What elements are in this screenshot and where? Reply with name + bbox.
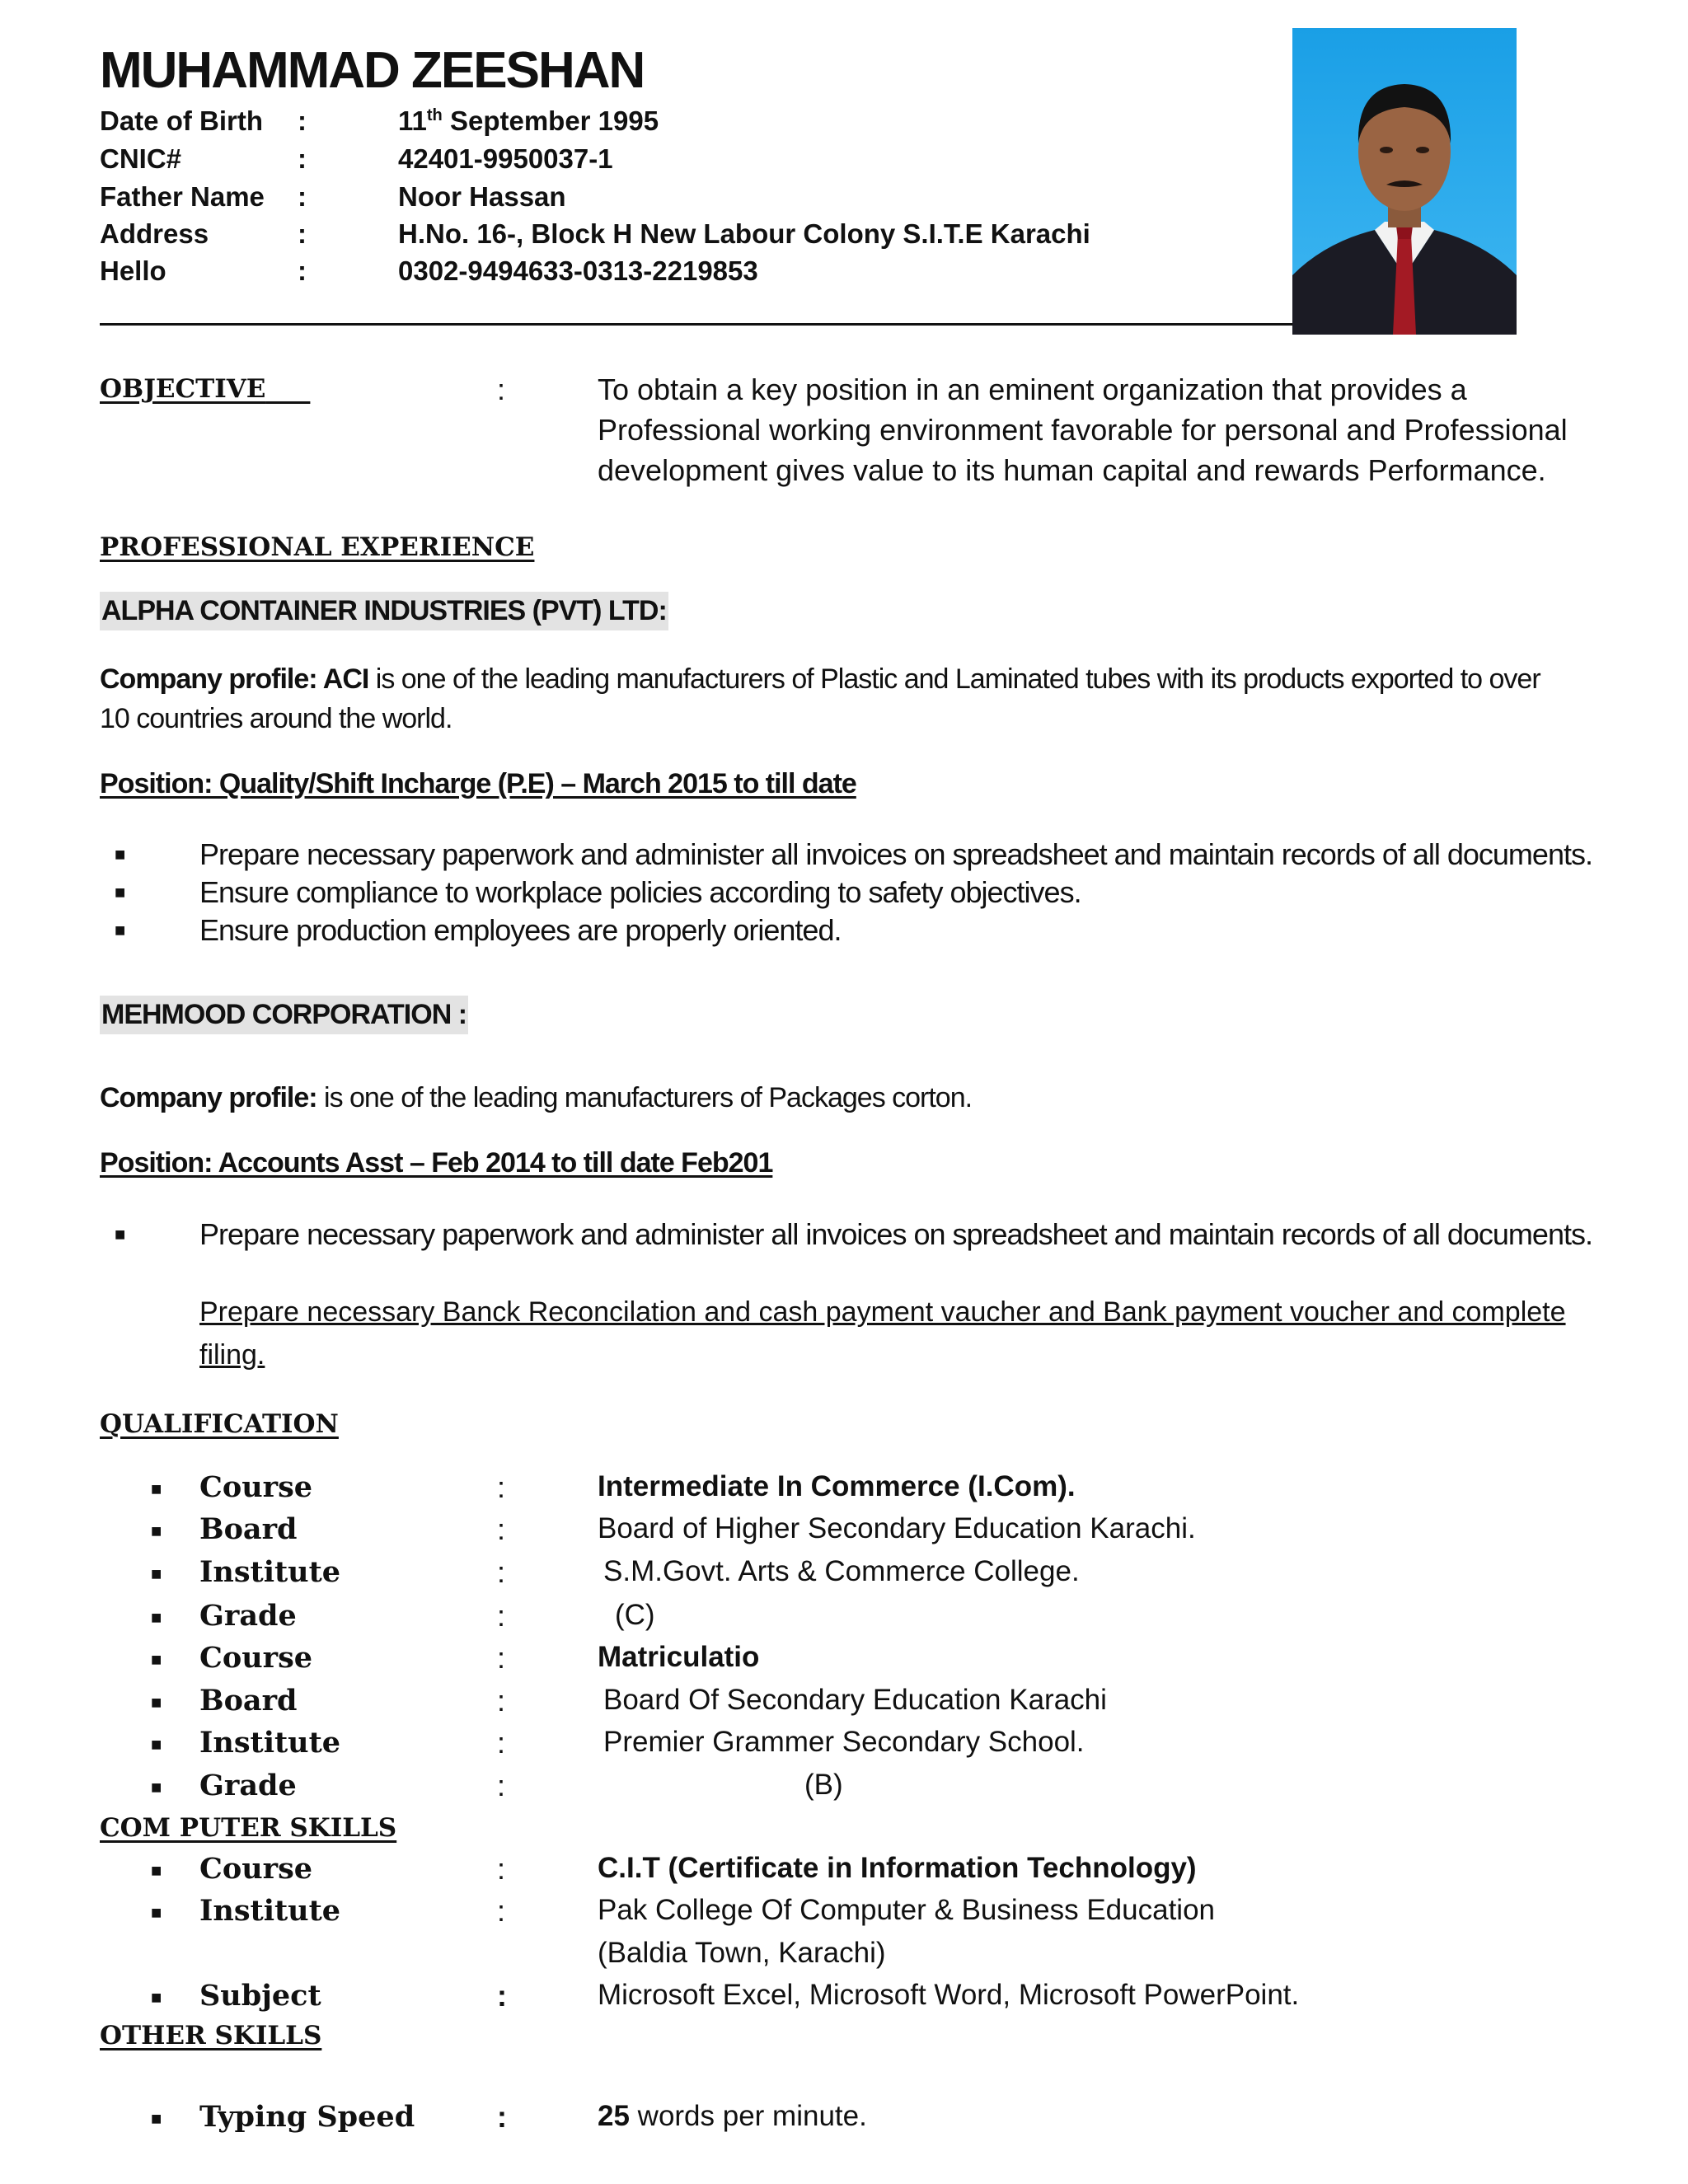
profile-label: Company profile: <box>100 1082 317 1113</box>
duty-item: Prepare necessary paperwork and administer all invoices on spreadsheet and maintain records of all documents. <box>199 837 1592 871</box>
bullet-icon: ■ <box>151 1649 162 1670</box>
qualification-value: Premier Grammer Secondary School. <box>603 1726 1085 1758</box>
experience-heading: PROFESSIONAL EXPERIENCE <box>100 532 535 562</box>
skill-colon: : <box>497 1979 507 2013</box>
bullet-icon: ■ <box>115 844 126 865</box>
other-skill-colon: : <box>497 2100 507 2134</box>
position-title: Position: Accounts Asst – Feb 2014 to till date Feb201 <box>100 1147 773 1179</box>
qualification-value: Board of Higher Secondary Education Karachi. <box>598 1512 1196 1544</box>
qualification-label: Board <box>199 1684 298 1718</box>
qualification-colon: : <box>497 1555 506 1589</box>
qualification-value: Matriculatio <box>598 1641 760 1673</box>
profile-text: is one of the leading manufacturers of Plastic and Laminated tubes with its products exported to over 10 countries around the world. <box>100 663 1540 734</box>
skill-value: Microsoft Excel, Microsoft Word, Microsoft PowerPoint. <box>598 1979 1300 2011</box>
dob-suffix: th <box>426 106 443 124</box>
other-skill-value <box>598 2100 867 2133</box>
father-name-label: Father Name <box>100 181 265 212</box>
candidate-name: MUHAMMAD ZEESHAN <box>100 42 645 99</box>
skill-label: Course <box>199 1852 313 1886</box>
phone-value: 0302-9494633-0313-2219853 <box>398 255 758 286</box>
cnic-label: CNIC# <box>100 143 182 174</box>
company-profile <box>100 659 1567 738</box>
bullet-icon: ■ <box>151 1734 162 1755</box>
skill-value: C.I.T (Certificate in Information Technology) <box>598 1852 1197 1884</box>
dob-month-year: September 1995 <box>442 105 659 136</box>
bullet-icon: ■ <box>115 1224 126 1244</box>
dob-label: Date of Birth <box>100 105 263 136</box>
bullet-icon: ■ <box>151 1777 162 1797</box>
qualification-colon: : <box>497 1726 506 1760</box>
father-name-value: Noor Hassan <box>398 181 566 212</box>
qualification-label: Institute <box>199 1555 341 1589</box>
bullet-icon: ■ <box>151 1692 162 1713</box>
qualification-value: (C) <box>615 1599 655 1631</box>
qualification-label: Course <box>199 1641 313 1675</box>
bullet-icon: ■ <box>151 1607 162 1628</box>
skill-value-line2: (Baldia Town, Karachi) <box>598 1937 886 1969</box>
qualification-value: Board Of Secondary Education Karachi <box>603 1684 1107 1716</box>
qualification-colon: : <box>497 1641 506 1675</box>
objective-heading <box>100 374 310 404</box>
typing-speed-number: 25 <box>598 2100 630 2132</box>
qualification-value: (B) <box>804 1769 843 1801</box>
qualification-value: Intermediate In Commerce (I.Com). <box>598 1470 1076 1502</box>
qualification-label: Grade <box>199 1769 297 1802</box>
skill-label: Subject <box>199 1979 321 2013</box>
address-value: H.No. 16-, Block H New Labour Colony S.I.T.E Karachi <box>398 218 1090 249</box>
address-colon: : <box>298 218 307 249</box>
bullet-icon: ■ <box>151 1860 162 1881</box>
qualification-label: Institute <box>199 1726 341 1760</box>
bullet-icon: ■ <box>151 1563 162 1584</box>
dob-colon: : <box>298 105 307 136</box>
position-title: Position: Quality/Shift Incharge (P.E) – March 2015 to till date <box>100 768 856 799</box>
phone-label: Hello <box>100 255 166 286</box>
dob-day: 11 <box>398 105 427 136</box>
qualification-value: S.M.Govt. Arts & Commerce College. <box>603 1555 1080 1587</box>
father-name-colon: : <box>298 181 307 212</box>
skill-label: Institute <box>199 1894 341 1928</box>
bullet-icon: ■ <box>151 1479 162 1499</box>
skill-value: Pak College Of Computer & Business Education <box>598 1894 1215 1926</box>
profile-text: is one of the leading manufacturers of Packages corton. <box>316 1082 973 1113</box>
duty-item: Ensure compliance to workplace policies according to safety objectives. <box>199 875 1081 909</box>
bullet-icon: ■ <box>151 1521 162 1541</box>
address-label: Address <box>100 218 209 249</box>
other-skill-label: Typing Speed <box>199 2100 415 2134</box>
qualification-colon: : <box>497 1470 506 1504</box>
duty-item-extra: Prepare necessary Banck Reconcilation and cash payment vaucher and Bank payment voucher and complete filing. <box>199 1296 1566 1371</box>
bullet-icon: ■ <box>151 1987 162 2008</box>
phone-colon: : <box>298 255 307 286</box>
qualification-label: Course <box>199 1470 313 1504</box>
objective-heading-text: OBJECTIVE <box>100 374 266 404</box>
company-name: ALPHA CONTAINER INDUSTRIES (PVT) LTD: <box>100 592 668 630</box>
cnic-value: 42401-9950037-1 <box>398 143 613 174</box>
bullet-icon: ■ <box>115 920 126 940</box>
objective-colon: : <box>497 373 506 406</box>
company-profile <box>100 1078 1567 1118</box>
company-name: MEHMOOD CORPORATION : <box>100 996 468 1034</box>
qualification-colon: : <box>497 1512 506 1546</box>
dob-value <box>398 105 659 137</box>
header-divider <box>100 323 1295 326</box>
profile-company-abbr: ACI <box>316 663 369 695</box>
qualification-colon: : <box>497 1684 506 1718</box>
duty-item: Prepare necessary paperwork and administer all invoices on spreadsheet and maintain records of all documents. <box>199 1217 1592 1251</box>
qualification-colon: : <box>497 1599 506 1633</box>
qualification-label: Grade <box>199 1599 297 1633</box>
qualification-label: Board <box>199 1512 298 1546</box>
typing-speed-unit: words per minute. <box>629 2100 867 2132</box>
bullet-icon: ■ <box>151 1902 162 1923</box>
cnic-colon: : <box>298 143 307 174</box>
bullet-icon: ■ <box>151 2108 162 2129</box>
qualification-colon: : <box>497 1769 506 1802</box>
profile-photo <box>1292 28 1517 335</box>
profile-label: Company profile: <box>100 663 317 695</box>
objective-text: To obtain a key position in an eminent organization that provides a Professional working environment favorable for personal and Professional development gives value to its human capital and rewards Performance. <box>598 373 1568 487</box>
skill-colon: : <box>497 1852 506 1886</box>
duty-item: Ensure production employees are properly oriented. <box>199 913 842 947</box>
skill-colon: : <box>497 1894 506 1928</box>
bullet-icon: ■ <box>115 882 126 902</box>
computer-skills-heading: COM PUTER SKILLS <box>100 1813 397 1843</box>
qualification-heading: QUALIFICATION <box>100 1409 339 1439</box>
other-skills-heading: OTHER SKILLS <box>100 2021 322 2050</box>
